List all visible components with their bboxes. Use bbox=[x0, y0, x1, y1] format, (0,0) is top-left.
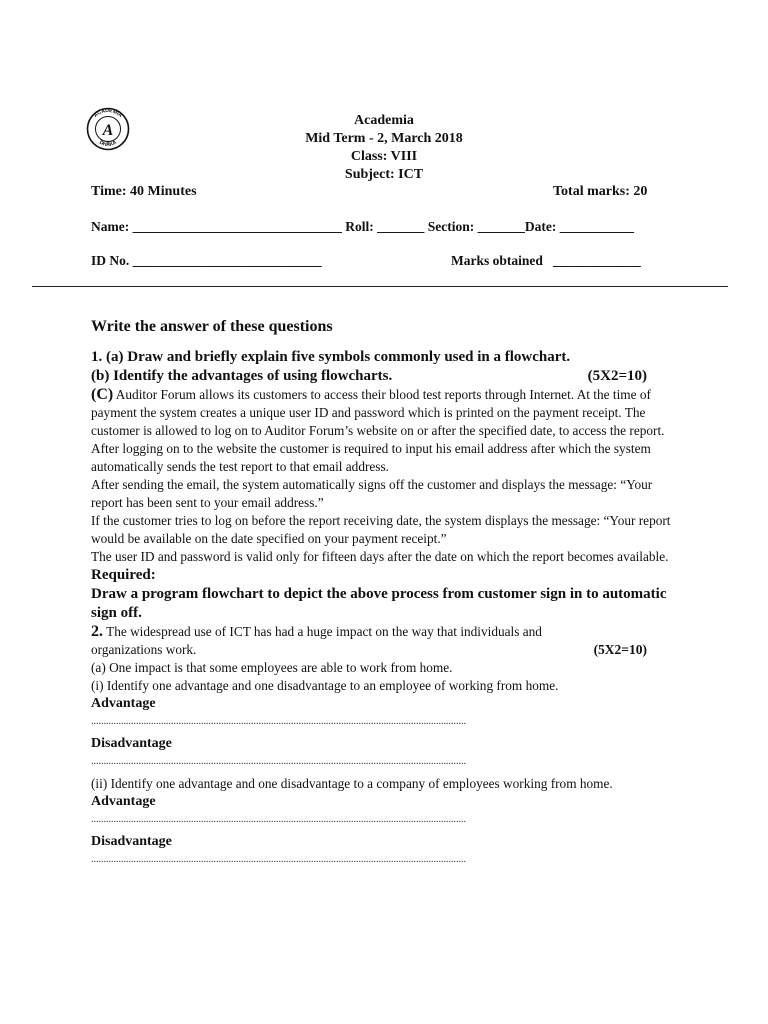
answer-line-advantage-2[interactable]: ...................................................................................................................................................... bbox=[91, 814, 466, 825]
answer-line-advantage-1[interactable]: ...................................................................................................................................................... bbox=[91, 716, 466, 727]
marks-obtained-line[interactable]: Marks obtained _____________ bbox=[451, 253, 641, 268]
question-1c-text: Auditor Forum allows its customers to access their blood test reports through Internet. At the time of payment the system creates a unique user ID and password which is printed on the payment receipt. The customer is allowed to log on to Auditor Forum’s website on or after the specified date, to access the report. After logging on to the website the customer is required to input his email address after which the system automatically sends the test report to that email address. bbox=[91, 387, 665, 474]
question-2a: (a) One impact is that some employees are able to work from home. bbox=[91, 660, 453, 675]
paragraph-email: After sending the email, the system automatically signs off the customer and displays the message: “Your report has been sent to your email address.” bbox=[91, 477, 653, 510]
required-text: Draw a program flowchart to depict the above process from customer sign in to automatic sign off. bbox=[91, 586, 667, 621]
question-2-label: 2. bbox=[91, 623, 103, 640]
question-1a: 1. (a) Draw and briefly explain five symbols commonly used in a flowchart. bbox=[91, 349, 571, 365]
question-2a-i: (i) Identify one advantage and one disadvantage to an employee of working from home. bbox=[91, 678, 559, 693]
question-1c bbox=[91, 386, 681, 476]
question-content bbox=[91, 318, 681, 873]
question-1-marks: (5X2=10) bbox=[587, 368, 647, 384]
instruction-heading: Write the answer of these questions bbox=[91, 318, 333, 335]
question-2a-ii: (ii) Identify one advantage and one disadvantage to a company of employees working from home. bbox=[91, 776, 613, 791]
header-divider bbox=[32, 286, 728, 287]
question-1c-label: (C) bbox=[91, 386, 114, 403]
question-2-text: The widespread use of ICT has had a huge impact on the way that individuals and organizations work. bbox=[91, 624, 542, 657]
paragraph-validity: The user ID and password is valid only for fifteen days after the date on which the report becomes available. bbox=[91, 549, 669, 564]
disadvantage-label-2: Disadvantage bbox=[91, 834, 172, 849]
subject-label: Subject: ICT bbox=[344, 167, 424, 182]
name-roll-section-date-line[interactable]: Name: _______________________________ Roll: _______ Section: _______Date: ___________ bbox=[91, 219, 634, 234]
answer-line-disadvantage-1[interactable]: ...................................................................................................................................................... bbox=[91, 756, 466, 767]
question-1b-row bbox=[91, 367, 681, 386]
svg-text:ACADEMIA: ACADEMIA bbox=[92, 107, 124, 119]
answer-line-disadvantage-2[interactable]: ...................................................................................................................................................... bbox=[91, 854, 466, 865]
required-heading: Required: bbox=[91, 567, 156, 583]
svg-text:A: A bbox=[102, 122, 114, 139]
question-1b: (b) Identify the advantages of using flowcharts. bbox=[91, 368, 393, 384]
svg-text:DHAKA: DHAKA bbox=[98, 139, 118, 148]
advantage-label-2: Advantage bbox=[91, 794, 156, 809]
paragraph-early-login: If the customer tries to log on before the report receiving date, the system displays the message: “Your report would be available on the date specified on your payment receipt.” bbox=[91, 513, 671, 546]
disadvantage-label-1: Disadvantage bbox=[91, 736, 172, 751]
total-marks-label: Total marks: 20 bbox=[553, 184, 648, 199]
school-name: Academia bbox=[354, 113, 414, 128]
time-label: Time: 40 Minutes bbox=[91, 184, 197, 199]
exam-title: Mid Term - 2, March 2018 bbox=[305, 131, 463, 146]
id-number-line[interactable]: ID No. ____________________________ bbox=[91, 253, 322, 268]
class-label: Class: VIII bbox=[350, 149, 418, 164]
question-2-marks: (5X2=10) bbox=[593, 642, 647, 657]
advantage-label-1: Advantage bbox=[91, 696, 156, 711]
question-2 bbox=[91, 623, 681, 659]
